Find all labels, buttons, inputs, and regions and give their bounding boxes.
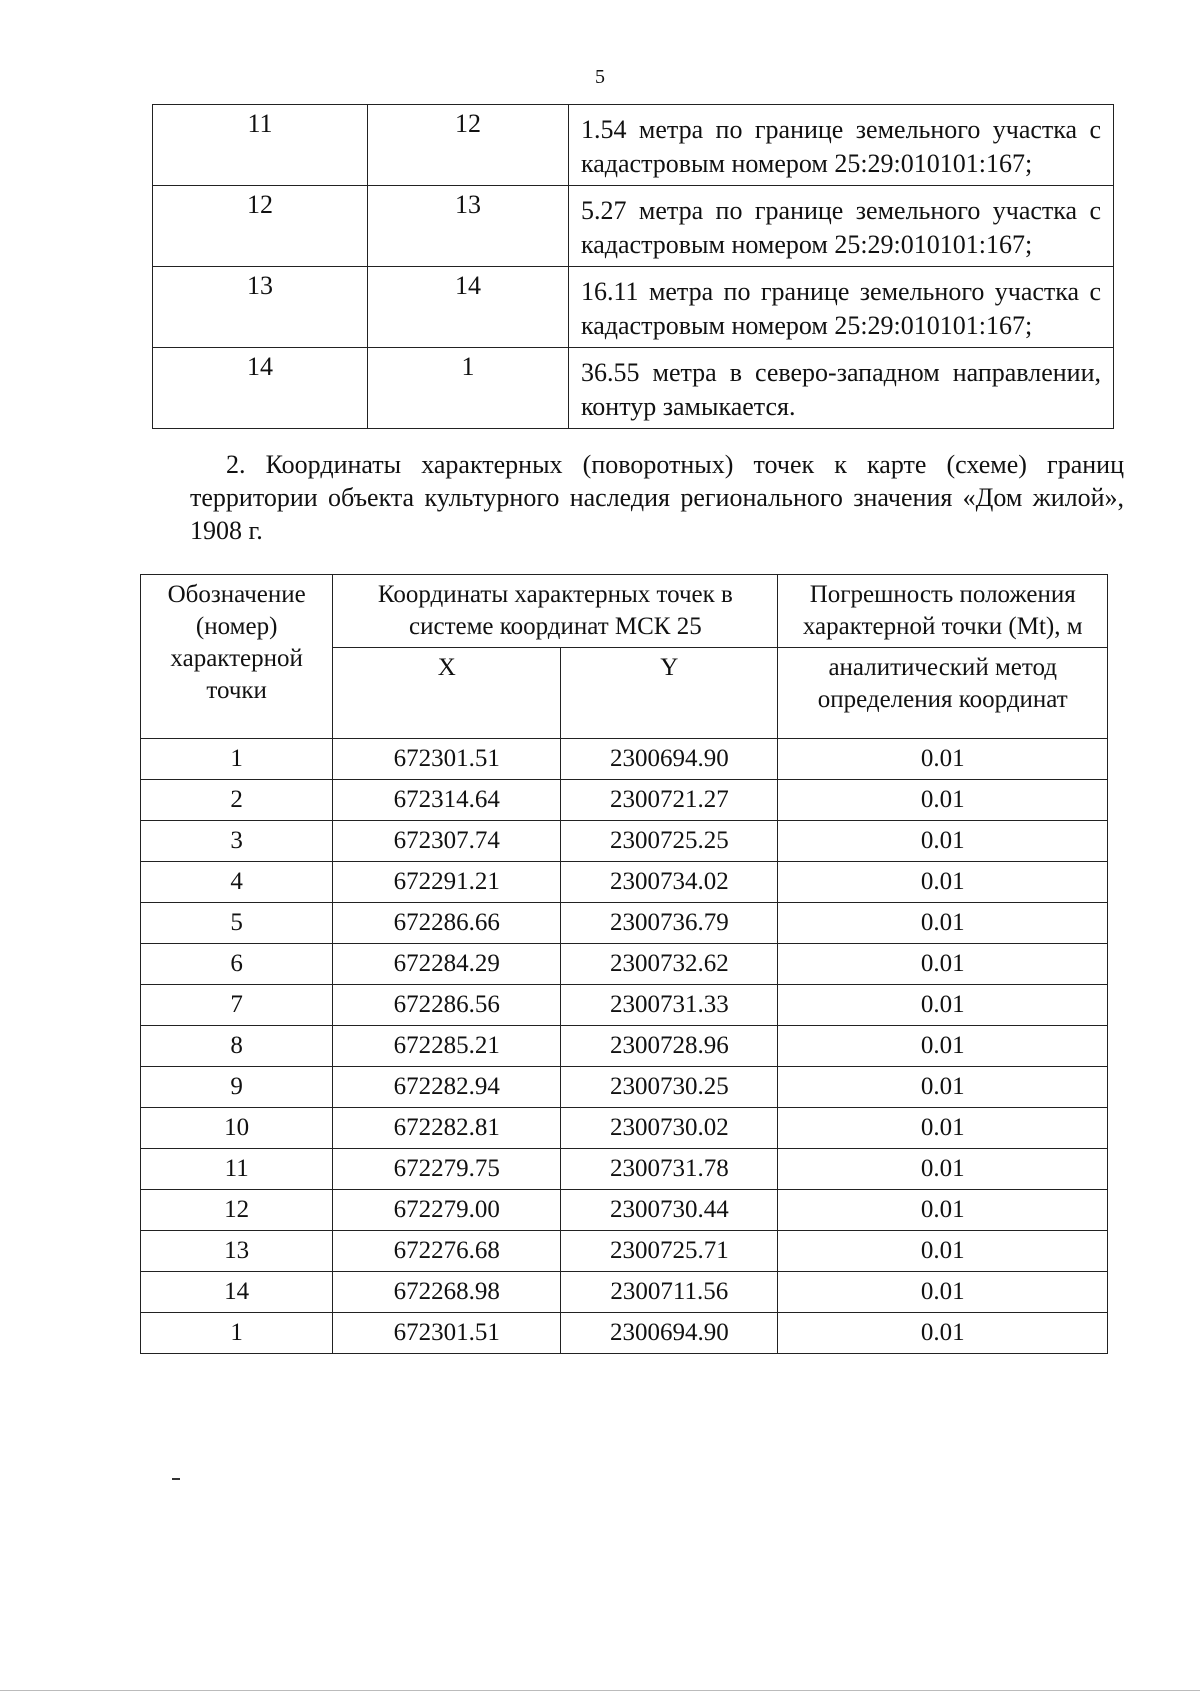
table-row <box>153 105 1114 186</box>
y-cell: 2300728.96 <box>561 1026 778 1067</box>
y-cell: 2300732.62 <box>561 944 778 985</box>
table-row <box>141 780 1108 821</box>
x-cell: 672282.94 <box>333 1067 561 1108</box>
x-cell: 672285.21 <box>333 1026 561 1067</box>
error-header: Погрешность положения характерной точки (Mt), м <box>778 575 1108 648</box>
point-cell: 7 <box>141 985 333 1026</box>
description-cell: 1.54 метра по границе земельного участка с кадастровым номером 25:29:010101:167; <box>569 105 1114 186</box>
x-cell: 672301.51 <box>333 739 561 780</box>
point-cell: 1 <box>141 1313 333 1354</box>
method-header: аналитический метод определения координат <box>778 648 1108 739</box>
table-row <box>141 1149 1108 1190</box>
point-cell: 10 <box>141 1108 333 1149</box>
error-cell: 0.01 <box>778 1272 1108 1313</box>
table-row <box>141 821 1108 862</box>
x-cell: 672314.64 <box>333 780 561 821</box>
x-cell: 672286.66 <box>333 903 561 944</box>
error-cell: 0.01 <box>778 1231 1108 1272</box>
point-cell: 6 <box>141 944 333 985</box>
point-header: Обозначение (номер) характерной точки <box>141 575 333 739</box>
section-paragraph <box>190 448 1124 547</box>
y-cell: 2300731.78 <box>561 1149 778 1190</box>
point-cell: 11 <box>141 1149 333 1190</box>
error-cell: 0.01 <box>778 985 1108 1026</box>
y-cell: 2300734.02 <box>561 862 778 903</box>
point-cell: 1 <box>141 739 333 780</box>
description-cell: 16.11 метра по границе земельного участка с кадастровым номером 25:29:010101:167; <box>569 267 1114 348</box>
header-row <box>141 575 1108 648</box>
point-cell: 2 <box>141 780 333 821</box>
table-row <box>141 985 1108 1026</box>
table-row <box>141 862 1108 903</box>
x-cell: 672284.29 <box>333 944 561 985</box>
description-cell: 36.55 метра в северо-западном направлении, контур замыкается. <box>569 348 1114 429</box>
x-cell: 672282.81 <box>333 1108 561 1149</box>
x-cell: 672291.21 <box>333 862 561 903</box>
error-cell: 0.01 <box>778 903 1108 944</box>
table-row <box>141 1190 1108 1231</box>
table-row <box>141 1067 1108 1108</box>
table-row <box>141 1108 1108 1149</box>
y-cell: 2300694.90 <box>561 739 778 780</box>
to-point-cell: 13 <box>368 186 569 267</box>
y-cell: 2300711.56 <box>561 1272 778 1313</box>
y-cell: 2300730.02 <box>561 1108 778 1149</box>
table-row <box>153 348 1114 429</box>
error-cell: 0.01 <box>778 1313 1108 1354</box>
boundary-description-table <box>152 104 1114 429</box>
point-cell: 5 <box>141 903 333 944</box>
error-cell: 0.01 <box>778 1026 1108 1067</box>
from-point-cell: 13 <box>153 267 368 348</box>
y-cell: 2300725.25 <box>561 821 778 862</box>
error-cell: 0.01 <box>778 821 1108 862</box>
to-point-cell: 12 <box>368 105 569 186</box>
y-cell: 2300725.71 <box>561 1231 778 1272</box>
page-number: 5 <box>595 66 605 88</box>
x-cell: 672307.74 <box>333 821 561 862</box>
x-cell: 672268.98 <box>333 1272 561 1313</box>
x-cell: 672279.75 <box>333 1149 561 1190</box>
coordinates-table <box>140 574 1108 1354</box>
table-row <box>141 1313 1108 1354</box>
table-row <box>141 903 1108 944</box>
table-row <box>141 1272 1108 1313</box>
point-cell: 9 <box>141 1067 333 1108</box>
table-row <box>141 739 1108 780</box>
table-row <box>141 1026 1108 1067</box>
x-cell: 672276.68 <box>333 1231 561 1272</box>
y-cell: 2300694.90 <box>561 1313 778 1354</box>
point-cell: 3 <box>141 821 333 862</box>
from-point-cell: 11 <box>153 105 368 186</box>
from-point-cell: 12 <box>153 186 368 267</box>
paragraph-text: 2. Координаты характерных (поворотных) точек к карте (схеме) границ территории объекта культурного наследия регионального значения «Дом жилой», 1908 г. <box>190 450 1124 545</box>
point-cell: 14 <box>141 1272 333 1313</box>
y-cell: 2300721.27 <box>561 780 778 821</box>
point-cell: 4 <box>141 862 333 903</box>
description-cell: 5.27 метра по границе земельного участка с кадастровым номером 25:29:010101:167; <box>569 186 1114 267</box>
error-cell: 0.01 <box>778 780 1108 821</box>
coords-header: Координаты характерных точек в системе координат МСК 25 <box>333 575 778 648</box>
x-cell: 672301.51 <box>333 1313 561 1354</box>
error-cell: 0.01 <box>778 862 1108 903</box>
error-cell: 0.01 <box>778 944 1108 985</box>
error-cell: 0.01 <box>778 1067 1108 1108</box>
to-point-cell: 14 <box>368 267 569 348</box>
y-cell: 2300731.33 <box>561 985 778 1026</box>
x-cell: 672286.56 <box>333 985 561 1026</box>
table-row <box>153 267 1114 348</box>
error-cell: 0.01 <box>778 1149 1108 1190</box>
table-row <box>153 186 1114 267</box>
table-row <box>141 1231 1108 1272</box>
stray-mark <box>172 1478 180 1480</box>
x-header: X <box>333 648 561 739</box>
from-point-cell: 14 <box>153 348 368 429</box>
y-cell: 2300730.44 <box>561 1190 778 1231</box>
table-row <box>141 944 1108 985</box>
error-cell: 0.01 <box>778 1108 1108 1149</box>
point-cell: 8 <box>141 1026 333 1067</box>
point-cell: 13 <box>141 1231 333 1272</box>
y-cell: 2300730.25 <box>561 1067 778 1108</box>
y-header: Y <box>561 648 778 739</box>
x-cell: 672279.00 <box>333 1190 561 1231</box>
scan-edge-line <box>0 1690 1200 1691</box>
y-cell: 2300736.79 <box>561 903 778 944</box>
point-cell: 12 <box>141 1190 333 1231</box>
error-cell: 0.01 <box>778 739 1108 780</box>
to-point-cell: 1 <box>368 348 569 429</box>
error-cell: 0.01 <box>778 1190 1108 1231</box>
